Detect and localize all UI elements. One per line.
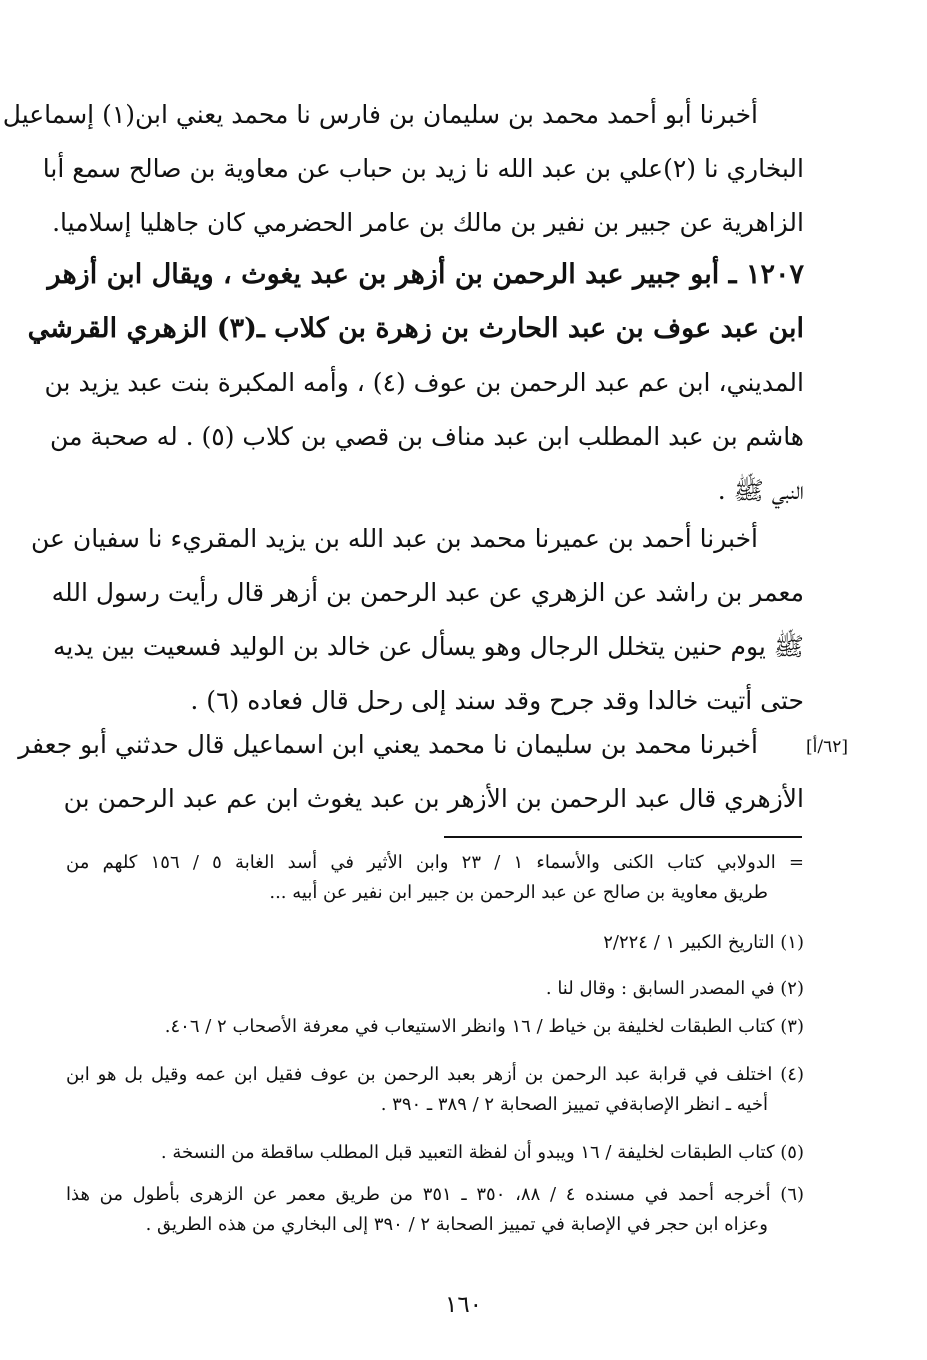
text-line: معمر بن راشد عن الزهري عن عبد الرحمن بن أزهر قال رأيت رسول الله (51, 578, 804, 607)
text-line: المديني، ابن عم عبد الرحمن بن عوف (٤) ، وأمه المكبرة بنت عبد يزيد بن (44, 368, 804, 397)
footnote-continued (66, 848, 804, 908)
footnote-6 (66, 1180, 804, 1240)
text-line: الزاهرية عن جبير بن نفير بن مالك بن عامر الحضرمي كان جاهليا إسلاميا. (52, 208, 804, 237)
text-line: البخاري نا (٢)علي بن عبد الله نا زيد بن حباب عن معاوية بن صالح سمع أبا (42, 154, 804, 183)
paragraph-hadith-hunayn (30, 512, 804, 728)
page-number: ١٦٠ (444, 1292, 483, 1318)
paragraph-isnad-4 (18, 718, 804, 826)
footnote-5 (66, 1138, 804, 1168)
footnote-separator (444, 836, 802, 838)
footnote-line: (٢) في المصدر السابق : وقال لنا . (545, 978, 804, 999)
paragraph-isnad-1 (2, 88, 804, 250)
footnote-line: (٣) كتاب الطبقات لخليفة بن خياط / ١٦ وانظر الاستيعاب في معرفة الأصحاب ٢ / ٤٠٦. (164, 1016, 804, 1037)
entry-heading-continued: ابن عبد عوف بن عبد الحارث بن زهرة بن كلاب ـ(٣) الزهري القرشي (27, 313, 804, 344)
text-line: ﷺ يوم حنين يتخلل الرجال وهو يسأل عن خالد بن الوليد فسعيت بين يديه (53, 632, 804, 661)
entry-heading: ١٢٠٧ ـ أبو جبير عبد الرحمن بن أزهر بن عبد يغوث ، ويقال ابن أزهر (47, 259, 804, 290)
footnote-line: طريق معاوية بن صالح عن عبد الرحمن بن جبير ابن نفير عن أبيه ... (269, 882, 768, 903)
text-line: أخبرنا أبو أحمد محمد بن سليمان بن فارس نا محمد يعني ابن(١) إسماعيل (2, 100, 758, 129)
footnote-1 (66, 928, 804, 958)
footnote-3 (66, 1012, 804, 1042)
text-line: النبي ﷺ . (717, 476, 804, 505)
footnote-line: (٦) أخرجه أحمد في مسنده ٤ / ٨٨، ٣٥٠ ـ ٣٥١ من طريق معمر عن الزهرى بأطول من هذا (66, 1184, 805, 1205)
text-line: أخبرنا أحمد بن عميرنا محمد بن عبد الله بن يزيد المقريء نا سفيان عن (30, 524, 758, 553)
footnote-line: (٤) اختلف في قرابة عبد الرحمن بن أزهر بعبد الرحمن بن عوف فقيل ابن عمه وقيل بل هو ابن (66, 1064, 804, 1085)
manuscript-folio-note: [٦٢/أ] (806, 737, 848, 757)
footnote-line: (١) التاريخ الكبير ١ / ٢/٢٢٤ (603, 932, 804, 953)
text-line: حتى أتيت خالدا وقد جرح وقد سند إلى رحل قال فعاده (٦) . (190, 686, 804, 715)
footnote-line: أخيه ـ انظر الإصابةفي تمييز الصحابة ٢ / ٣٨٩ ـ ٣٩٠ . (380, 1094, 768, 1115)
text-line: الأزهري قال عبد الرحمن بن الأزهر بن عبد يغوث ابن عم عبد الرحمن بن (63, 784, 804, 813)
entry-1207 (27, 248, 804, 518)
text-line: أخبرنا محمد بن سليمان نا محمد يعني ابن اسماعيل قال حدثني أبو جعفر (18, 730, 758, 759)
footnote-line: = الدولابي كتاب الكنى والأسماء ١ / ٢٣ وابن الأثير في أسد الغابة ٥ / ١٥٦ كلهم من (66, 852, 805, 873)
text-line: هاشم بن عبد المطلب ابن عبد مناف بن قصي بن كلاب (٥) . له صحبة من (50, 422, 804, 451)
footnote-4 (66, 1060, 804, 1120)
footnote-line: وعزاه ابن حجر في الإصابة في تمييز الصحابة ٢ / ٣٩٠ إلى البخاري من هذه الطريق . (145, 1214, 768, 1235)
footnote-2 (66, 974, 804, 1004)
footnote-line: (٥) كتاب الطبقات لخليفة / ١٦ ويبدو أن لفظة التعبيد قبل المطلب ساقطة من النسخة . (160, 1142, 804, 1163)
